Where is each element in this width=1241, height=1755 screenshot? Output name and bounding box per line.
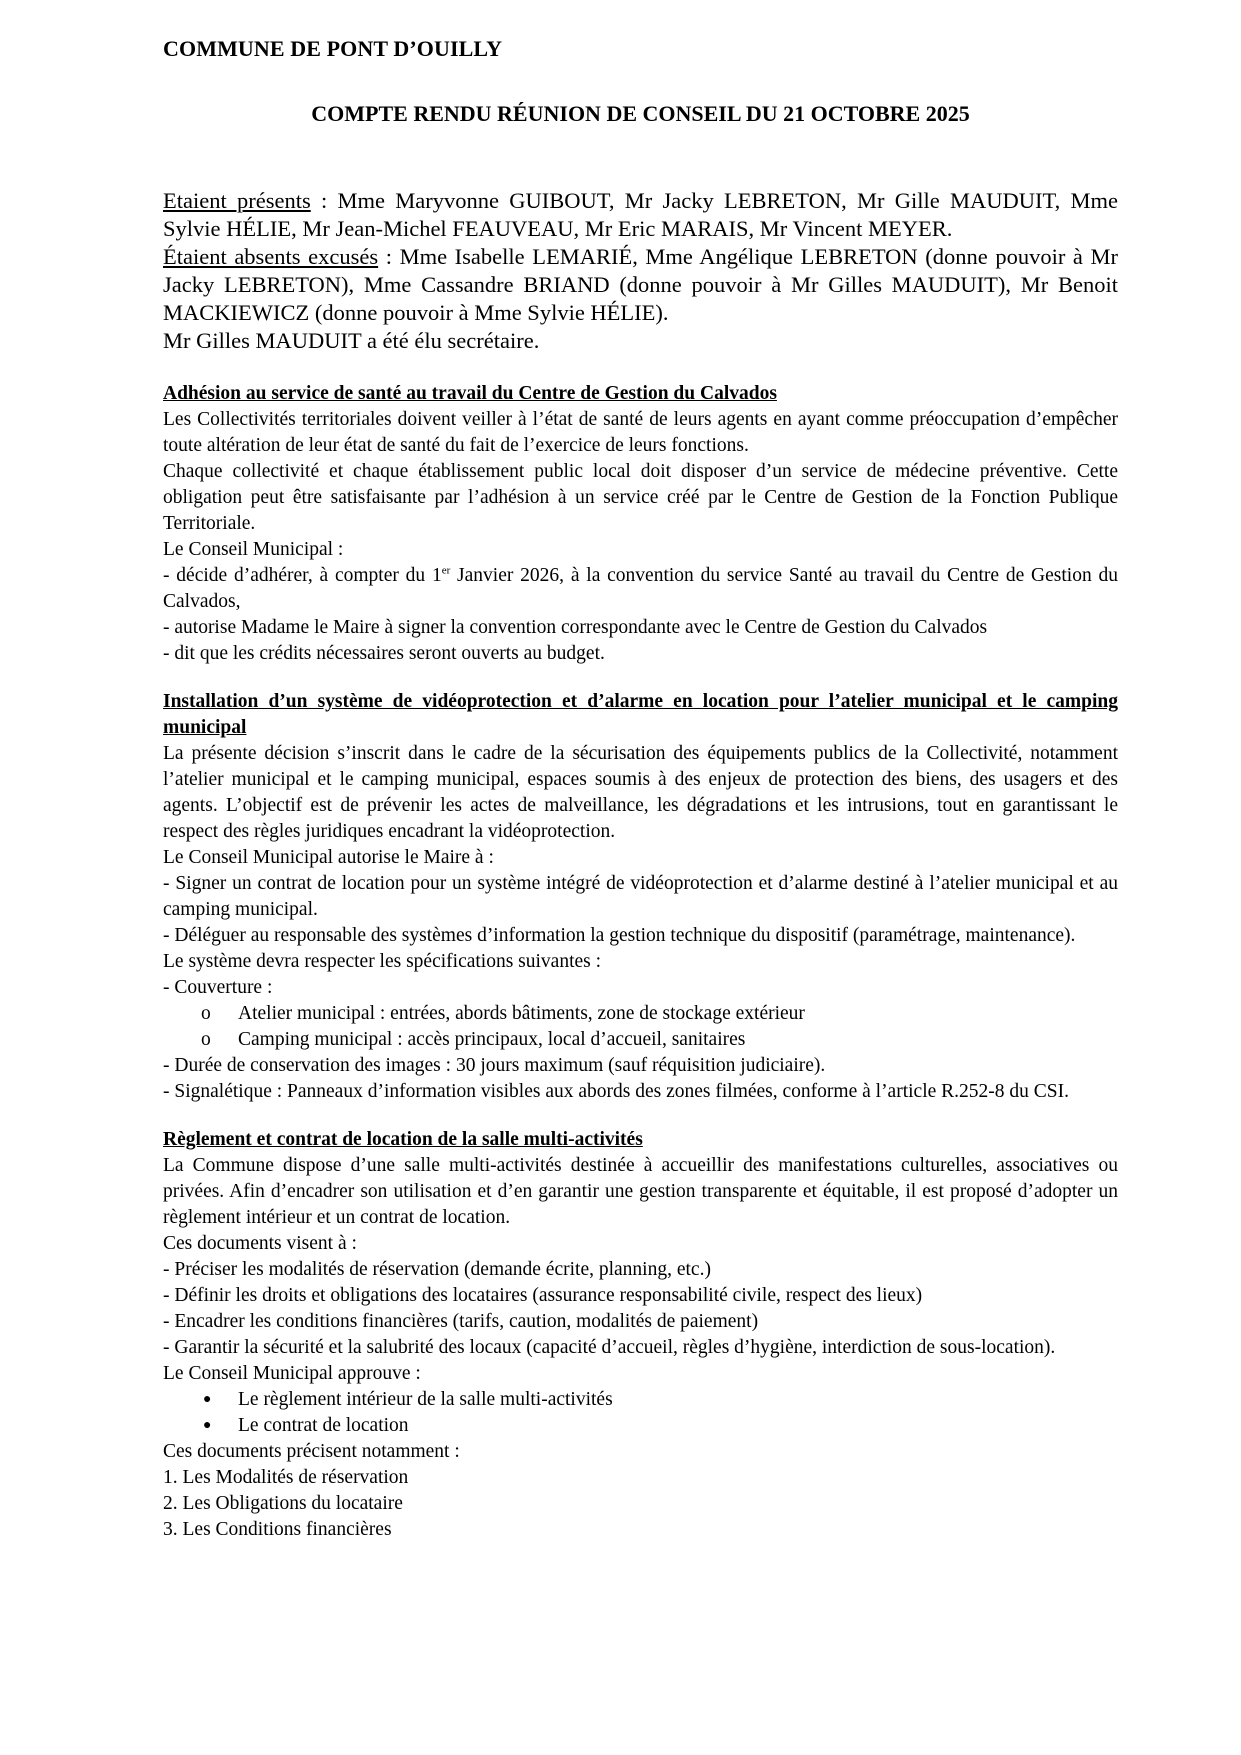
absent-paragraph [163, 243, 1118, 327]
section-multi-activity-room [163, 1127, 1118, 1543]
spacer [163, 355, 1118, 381]
decision-item: - Déléguer au responsable des systèmes d’information la gestion technique du dispositif (paramétrage, maintenance). [163, 925, 1076, 946]
section-video-protection [163, 689, 1118, 1105]
document-title: COMPTE RENDU RÉUNION DE CONSEIL DU 21 OCTOBRE 2025 [311, 101, 970, 126]
spec-item: - Couverture : [163, 977, 273, 998]
decision-item: - Signer un contrat de location pour un système intégré de vidéoprotection et d’alarme destiné à l’atelier municipal et au camping municipal. [163, 873, 1118, 920]
circle-bullet-icon: o [201, 1003, 211, 1024]
objective-item: - Encadrer les conditions financières (tarifs, caution, modalités de paiement) [163, 1311, 759, 1332]
bullet-icon: ● [203, 1418, 212, 1433]
numbered-item: 1. Les Modalités de réservation [163, 1467, 409, 1488]
spacer [163, 1105, 1118, 1127]
secretary-line: Mr Gilles MAUDUIT a été élu secrétaire. [163, 328, 540, 353]
spec-item: - Signalétique : Panneaux d’information visibles aux abords des zones filmées, conforme à l’article R.252-8 du CSI. [163, 1081, 1069, 1102]
objective-item: - Préciser les modalités de réservation (demande écrite, planning, etc.) [163, 1259, 711, 1280]
commune-name: COMMUNE DE PONT D’OUILLY [163, 36, 503, 61]
paragraph: Le Conseil Municipal : [163, 539, 344, 560]
list-item: ● Le règlement intérieur de la salle multi-activités [163, 1387, 1118, 1413]
present-list: : Mme Maryvonne GUIBOUT, Mr Jacky LEBRETON, Mr Gille MAUDUIT, Mme Sylvie HÉLIE, Mr Jean-Michel FEAUVEAU, Mr Eric MARAIS, Mr Vincent MEYER. [163, 188, 1118, 241]
section-title: Règlement et contrat de location de la salle multi-activités [163, 1129, 643, 1150]
attendance-block [163, 187, 1118, 355]
section-title: Adhésion au service de santé au travail du Centre de Gestion du Calvados [163, 383, 777, 404]
paragraph: Chaque collectivité et chaque établissement public local doit disposer d’un service de médecine préventive. Cette obligation peut être satisfaisante par l’adhésion à un service créé par le Centre de Gestion de la Fonction Publique Territoriale. [163, 461, 1118, 534]
objective-item: - Définir les droits et obligations des locataires (assurance responsabilité civile, respect des lieux) [163, 1285, 923, 1306]
section-title: Installation d’un système de vidéoprotection et d’alarme en location pour l’atelier municipal et le camping municipal [163, 691, 1118, 738]
coverage-list [163, 1001, 1118, 1053]
spacer [163, 667, 1118, 689]
decision-item: - autorise Madame le Maire à signer la convention correspondante avec le Centre de Gestion du Calvados [163, 617, 988, 638]
spec-item: - Durée de conservation des images : 30 jours maximum (sauf réquisition judiciaire). [163, 1055, 826, 1076]
present-label: Etaient présents [163, 188, 311, 213]
document-content [163, 187, 1118, 1543]
absent-list: : Mme Isabelle LEMARIÉ, Mme Angélique LEBRETON (donne pouvoir à Mr Jacky LEBRETON), Mme Cassandre BRIAND (donne pouvoir à Mr Gilles MAUDUIT), Mr Benoit MACKIEWICZ (donne pouvoir à Mme Sylvie HÉLIE). [163, 244, 1118, 325]
numbered-item: 2. Les Obligations du locataire [163, 1493, 403, 1514]
paragraph: Ces documents précisent notamment : [163, 1441, 460, 1462]
list-item: o Camping municipal : accès principaux, local d’accueil, sanitaires [163, 1027, 1118, 1053]
decision-item: - décide d’adhérer, à compter du 1er Janvier 2026, à la convention du service Santé au travail du Centre de Gestion du Calvados, [163, 564, 1118, 612]
decision-item: - dit que les crédits nécessaires seront ouverts au budget. [163, 643, 605, 664]
paragraph: Le système devra respecter les spécifications suivantes : [163, 951, 602, 972]
section-occupational-health [163, 381, 1118, 667]
numbered-item: 3. Les Conditions financières [163, 1519, 392, 1540]
paragraph: Le Conseil Municipal approuve : [163, 1363, 421, 1384]
ordinal-suffix: er [441, 564, 451, 577]
approval-list [163, 1387, 1118, 1439]
absent-label: Étaient absents excusés [163, 244, 379, 269]
bullet-icon: ● [203, 1392, 212, 1407]
present-paragraph [163, 187, 1118, 243]
list-item: ● Le contrat de location [163, 1413, 1118, 1439]
circle-bullet-icon: o [201, 1029, 211, 1050]
paragraph: Les Collectivités territoriales doivent veiller à l’état de santé de leurs agents en ayant comme préoccupation d’empêcher toute altération de leur état de santé du fait de l’exercice de leurs fonctions. [163, 409, 1118, 456]
paragraph: La Commune dispose d’une salle multi-activités destinée à accueillir des manifestations culturelles, associatives ou privées. Afin d’encadrer son utilisation et d’en garantir une gestion transparente et équitable, il est proposé d’adopter un règlement intérieur et un contrat de location. [163, 1155, 1118, 1228]
paragraph: Le Conseil Municipal autorise le Maire à : [163, 847, 494, 868]
objective-item: - Garantir la sécurité et la salubrité des locaux (capacité d’accueil, règles d’hygiène, interdiction de sous-location). [163, 1337, 1056, 1358]
list-item: o Atelier municipal : entrées, abords bâtiments, zone de stockage extérieur [163, 1001, 1118, 1027]
paragraph: La présente décision s’inscrit dans le cadre de la sécurisation des équipements publics de la Collectivité, notamment l’atelier municipal et le camping municipal, espaces soumis à des enjeux de protection des biens, des usagers et des agents. L’objectif est de prévenir les actes de malveillance, les dégradations et les intrusions, tout en garantissant le respect des règles juridiques encadrant la vidéoprotection. [163, 743, 1118, 842]
paragraph: Ces documents visent à : [163, 1233, 357, 1254]
